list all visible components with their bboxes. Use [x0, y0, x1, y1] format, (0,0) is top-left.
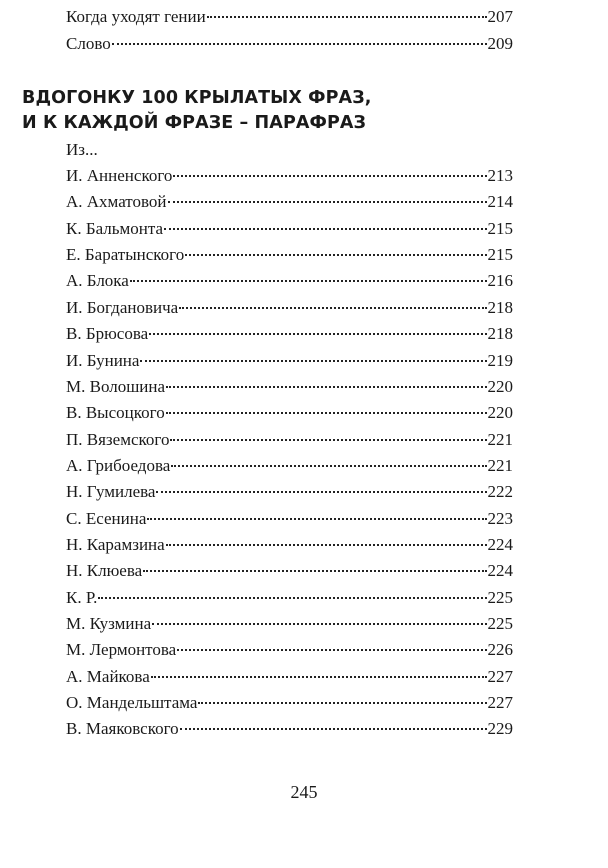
toc-entry[interactable]	[66, 270, 513, 292]
toc-entry[interactable]	[66, 639, 513, 661]
dot-leader	[168, 201, 487, 203]
dot-leader	[112, 43, 487, 45]
toc-entry[interactable]	[66, 508, 513, 530]
dot-leader	[207, 16, 487, 18]
toc-entry-page: 223	[487, 508, 513, 528]
toc-entry-label: А. Блока	[66, 271, 129, 291]
toc-entry-page: 227	[487, 666, 513, 686]
dot-leader	[152, 623, 486, 625]
toc-entry-label: И. Богдановича	[66, 297, 179, 317]
toc-entry-page: 209	[487, 34, 513, 53]
toc-entry[interactable]	[66, 33, 513, 55]
toc-entry-label: А. Грибоедова	[66, 455, 171, 475]
toc-entry-page: 216	[487, 271, 513, 291]
dot-leader	[173, 175, 486, 177]
dot-leader	[98, 597, 486, 599]
toc-entry-page: 215	[487, 245, 513, 265]
section-title-line-2: И К КАЖДОЙ ФРАЗЕ – ПАРАФРАЗ	[22, 113, 367, 133]
toc-entry[interactable]	[66, 455, 513, 477]
toc-entry[interactable]	[66, 481, 513, 503]
dot-leader	[170, 439, 486, 441]
toc-entry-page: 227	[487, 693, 513, 712]
toc-entry[interactable]	[66, 191, 513, 213]
toc-entry[interactable]	[66, 323, 513, 345]
toc-entry-page: 213	[487, 166, 513, 185]
dot-leader	[171, 465, 486, 467]
toc-entry-page: 221	[487, 429, 513, 449]
toc-entry[interactable]	[66, 534, 513, 556]
toc-entry[interactable]	[66, 613, 513, 635]
dot-leader	[149, 333, 486, 335]
toc-entry-label: С. Есенина	[66, 508, 147, 528]
dot-leader	[180, 728, 487, 730]
toc-entry[interactable]	[66, 297, 513, 319]
toc-entry-label: М. Волошина	[66, 376, 166, 396]
toc-entry-page: 220	[487, 376, 513, 396]
toc-entry-label: М. Лермонтова	[66, 640, 177, 660]
toc-entry[interactable]	[66, 560, 513, 582]
toc-entry[interactable]	[66, 6, 513, 28]
dot-leader	[179, 307, 486, 309]
toc-entry-page: 225	[487, 587, 513, 607]
toc-entry-label: В. Высоцкого	[66, 403, 165, 423]
toc-entry-page: 225	[487, 614, 513, 633]
toc-entry[interactable]	[66, 587, 513, 609]
toc-entry[interactable]	[66, 165, 513, 187]
toc-entry-page: 224	[487, 561, 513, 581]
toc-entry[interactable]	[66, 350, 513, 372]
toc-entry-label: Н. Карамзина	[66, 534, 165, 554]
toc-entry-label: Н. Гумилева	[66, 482, 156, 502]
toc-entry[interactable]	[66, 429, 513, 451]
toc-entry-page: 215	[487, 218, 513, 238]
section-title-line-1: ВДОГОНКУ 100 КРЫЛАТЫХ ФРАЗ,	[22, 88, 372, 108]
section-intro: Из...	[66, 140, 98, 159]
dot-leader	[198, 702, 486, 704]
dot-leader	[156, 491, 486, 493]
toc-entry-page: 226	[487, 640, 513, 660]
toc-entry[interactable]	[66, 376, 513, 398]
toc-entry-label: Е. Баратынского	[66, 245, 185, 265]
dot-leader	[166, 386, 486, 388]
toc-entry-page: 218	[487, 324, 513, 344]
toc-entry-page: 218	[487, 297, 513, 317]
toc-entry[interactable]	[66, 718, 513, 740]
toc-entry-label: А. Ахматовой	[66, 192, 167, 212]
toc-entry-label: В. Маяковского	[66, 719, 179, 739]
toc-entry-page: 219	[487, 350, 513, 370]
dot-leader	[140, 360, 486, 362]
toc-entry-label: А. Майкова	[66, 666, 150, 686]
toc-entry-page: 214	[487, 192, 513, 212]
toc-entry-page: 207	[487, 7, 513, 26]
toc-entry-page: 229	[487, 719, 513, 739]
dot-leader	[185, 254, 486, 256]
toc-entry-label: Когда уходят гении	[66, 7, 206, 26]
dot-leader	[166, 412, 487, 414]
dot-leader	[164, 228, 486, 230]
toc-entry-label: Слово	[66, 34, 111, 53]
toc-entry-label: И. Бунина	[66, 350, 140, 370]
toc-entry-page: 222	[487, 482, 513, 502]
dot-leader	[130, 280, 487, 282]
toc-entry-label: Н. Клюева	[66, 561, 143, 581]
dot-leader	[166, 544, 487, 546]
toc-entry-page: 224	[487, 534, 513, 554]
toc-entry-label: О. Мандельштама	[66, 693, 198, 712]
toc-entry[interactable]	[66, 666, 513, 688]
dot-leader	[147, 518, 486, 520]
toc-entry-label: П. Вяземского	[66, 429, 170, 449]
toc-entry[interactable]	[66, 692, 513, 714]
toc-entry-label: И. Анненского	[66, 166, 173, 185]
dot-leader	[151, 676, 487, 678]
toc-entry-page: 220	[487, 403, 513, 423]
dot-leader	[143, 570, 486, 572]
toc-entry-label: К. Бальмонта	[66, 218, 164, 238]
toc-entry-label: М. Кузмина	[66, 614, 152, 633]
dot-leader	[177, 649, 486, 651]
page-number: 245	[290, 782, 318, 802]
toc-entry[interactable]	[66, 244, 513, 266]
toc-entry[interactable]	[66, 218, 513, 240]
toc-entry-label: В. Брюсова	[66, 324, 149, 344]
toc-entry-label: К. Р.	[66, 587, 98, 607]
toc-entry-page: 221	[487, 455, 513, 475]
toc-entry[interactable]	[66, 402, 513, 424]
